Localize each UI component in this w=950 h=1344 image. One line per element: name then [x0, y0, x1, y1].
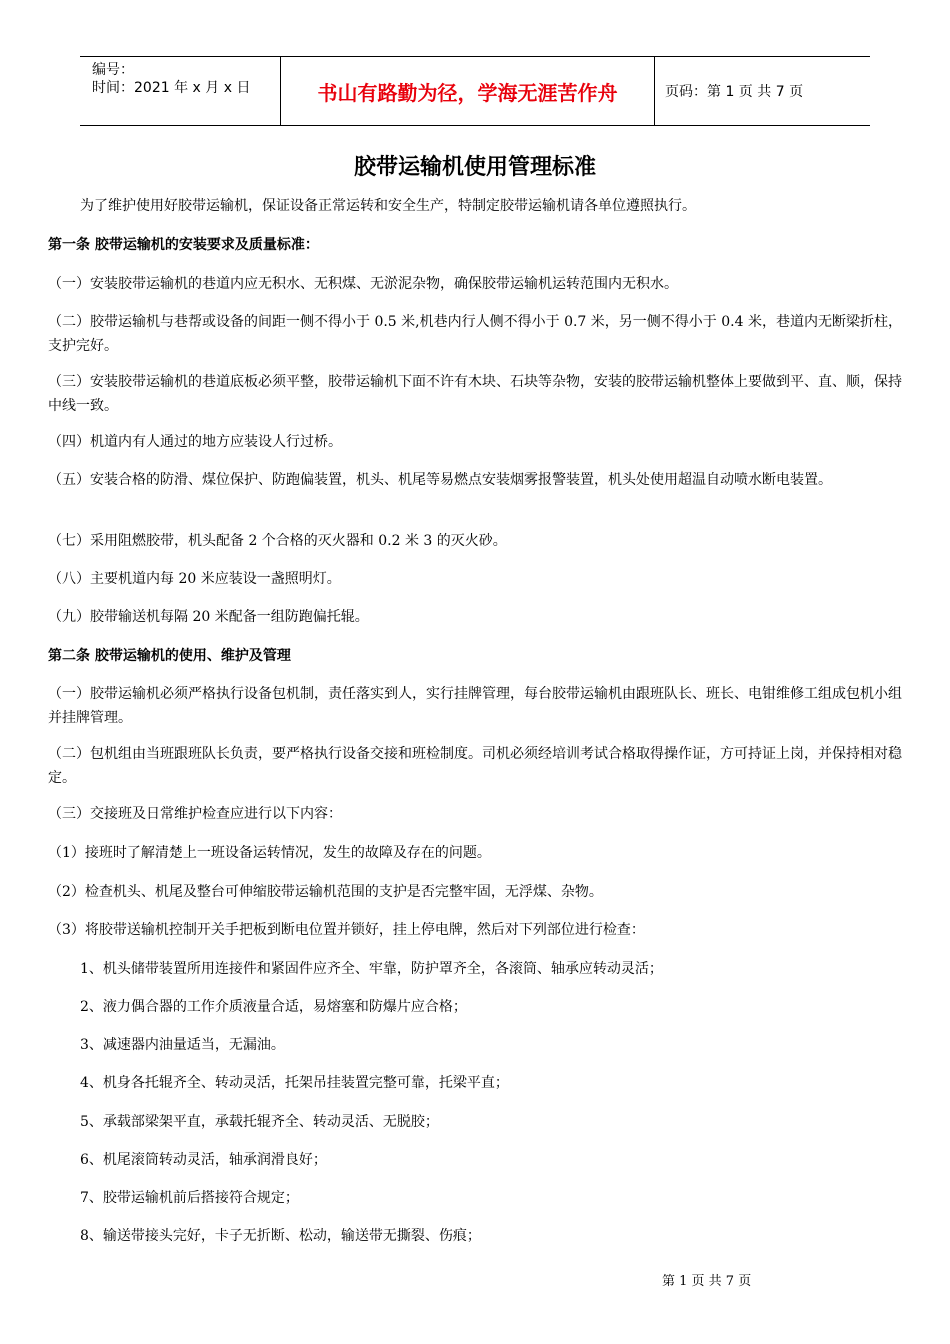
section1-heading: 第一条 胶带运输机的安装要求及质量标准： [48, 237, 319, 253]
check-item: 8、输送带接头完好，卡子无折断、松动，输送带无撕裂、伤痕； [80, 1228, 481, 1244]
header-page-info: 页码：第 1 页 共 7 页 [665, 84, 804, 100]
section1-item: （七）采用阻燃胶带，机头配备 2 个合格的灭火器和 0.2 米 3 的灭火砂。 [48, 533, 507, 549]
header-table [80, 56, 870, 126]
page-footer: 第 1 页 共 7 页 [662, 1274, 752, 1289]
section2-item: （1）接班时了解清楚上一班设备运转情况，发生的故障及存在的问题。 [48, 845, 491, 861]
document-number-label: 编号： [92, 62, 134, 78]
section1-item: （四）机道内有人通过的地方应装设人行过桥。 [48, 434, 342, 450]
section2-item: （二）包机组由当班跟班队长负责，要严格执行设备交接和班检制度。司机必须经培训考试合格取得操作证，方可持证上岗，并保持相对稳定。 [48, 746, 902, 786]
check-item: 6、机尾滚筒转动灵活，轴承润滑良好； [80, 1152, 327, 1168]
section1-item: （二）胶带运输机与巷帮或设备的间距一侧不得小于 0.5 米,机巷内行人侧不得小于 0.7 米，另一侧不得小于 0.4 米，巷道内无断梁折柱，支护完好。 [48, 314, 902, 354]
section1-item: （一）安装胶带运输机的巷道内应无积水、无积煤、无淤泥杂物，确保胶带运输机运转范围内无积水。 [48, 276, 678, 292]
section1-item: （九）胶带输送机每隔 20 米配备一组防跑偏托辊。 [48, 609, 369, 625]
page-title: 胶带运输机使用管理标准 [353, 155, 596, 180]
header-motto: 书山有路勤为径，学海无涯苦作舟 [281, 57, 655, 125]
section2-heading: 第二条 胶带运输机的使用、维护及管理 [48, 648, 291, 664]
intro-paragraph: 为了维护使用好胶带运输机，保证设备正常运转和安全生产，特制定胶带运输机请各单位遵照执行。 [80, 198, 696, 214]
check-item: 1、机头储带装置所用连接件和紧固件应齐全、牢靠，防护罩齐全，各滚筒、轴承应转动灵活； [80, 961, 663, 977]
check-item: 7、胶带运输机前后搭接符合规定； [80, 1190, 299, 1206]
header-meta [80, 57, 281, 125]
check-item: 3、减速器内油量适当，无漏油。 [80, 1037, 285, 1053]
check-item: 2、液力偶合器的工作介质液量合适，易熔塞和防爆片应合格； [80, 999, 467, 1015]
section2-item: （三）交接班及日常维护检查应进行以下内容： [48, 806, 342, 822]
section2-item: （3）将胶带送输机控制开关手把板到断电位置并锁好，挂上停电牌，然后对下列部位进行检查： [48, 922, 645, 938]
section1-item: （三）安装胶带运输机的巷道底板必须平整，胶带运输机下面不许有木块、石块等杂物，安装的胶带运输机整体上要做到平、直、顺，保持中线一致。 [48, 374, 902, 414]
check-item: 4、机身各托辊齐全、转动灵活，托架吊挂装置完整可靠，托梁平直； [80, 1075, 509, 1091]
check-item: 5、承载部梁架平直，承载托辊齐全、转动灵活、无脱胶； [80, 1114, 439, 1130]
document-time: 时间：2021 年 x 月 x 日 [92, 80, 251, 96]
section1-item: （五）安装合格的防滑、煤位保护、防跑偏装置，机头、机尾等易燃点安装烟雾报警装置，机头处使用超温自动喷水断电装置。 [48, 472, 832, 488]
section2-item: （2）检查机头、机尾及整台可伸缩胶带运输机范围的支护是否完整牢固，无浮煤、杂物。 [48, 884, 603, 900]
section1-item: （八）主要机道内每 20 米应装设一盏照明灯。 [48, 571, 341, 587]
section2-item: （一）胶带运输机必须严格执行设备包机制，责任落实到人，实行挂牌管理，每台胶带运输机由跟班队长、班长、电钳维修工组成包机小组并挂牌管理。 [48, 686, 902, 726]
